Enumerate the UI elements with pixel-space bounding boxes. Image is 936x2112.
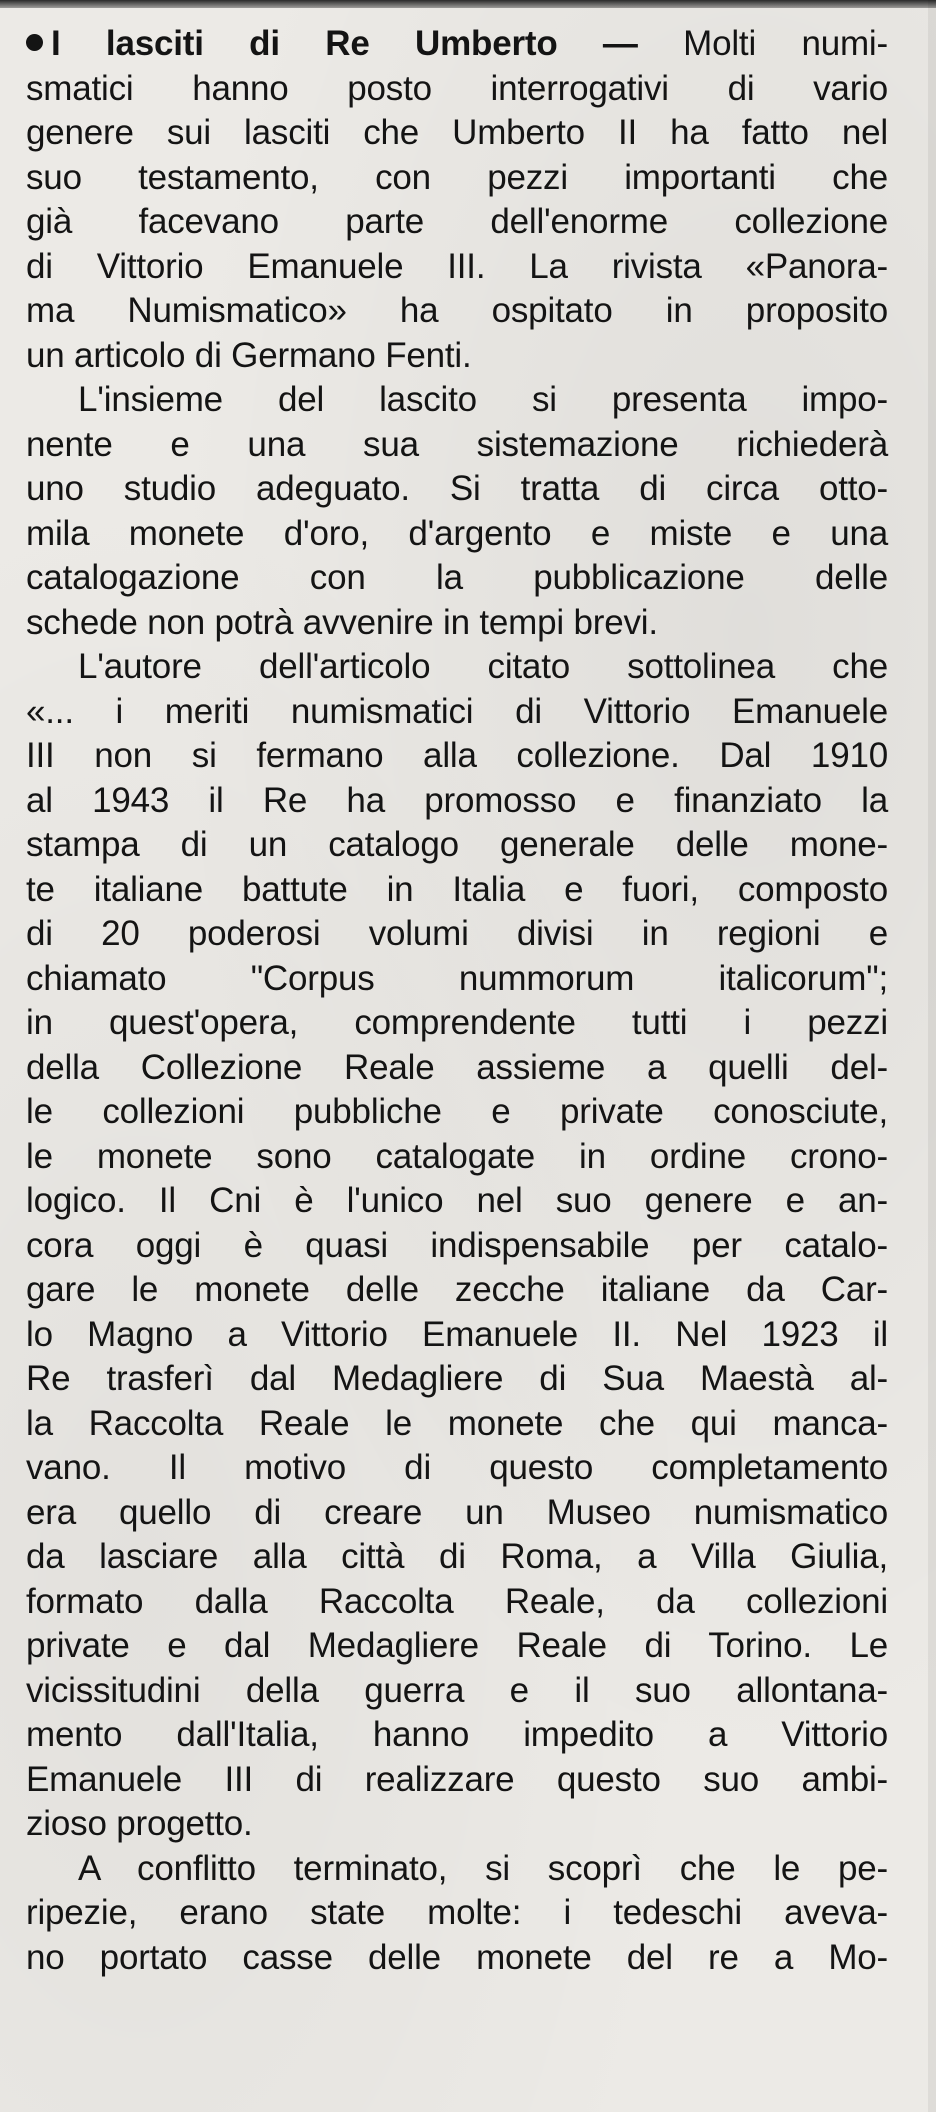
article-line: no portato casse delle monete del re a Mo-	[26, 1937, 888, 1977]
article-paragraph-1	[26, 22, 888, 378]
article-line: uno studio adeguato. Si tratta di circa otto-	[26, 469, 888, 508]
article-line: logico. Il Cni è l'unico nel suo genere e an-	[26, 1181, 888, 1220]
article-line	[26, 22, 888, 67]
bullet-icon	[26, 34, 43, 51]
article-line: un articolo di Germano Fenti.	[26, 335, 472, 375]
article-line: le collezioni pubbliche e private conosciute,	[26, 1092, 888, 1131]
article-line: Re trasferì dal Medagliere di Sua Maestà al-	[26, 1359, 888, 1398]
article-line: chiamato "Corpus nummorum italicorum";	[26, 958, 888, 998]
article-paragraph-4	[26, 1847, 888, 1981]
article-line: genere sui lasciti che Umberto II ha fatto nel	[26, 113, 888, 152]
article-line: le monete sono catalogate in ordine crono-	[26, 1136, 888, 1176]
article-line: suo testamento, con pezzi importanti che	[26, 157, 888, 197]
article-line: in quest'opera, comprendente tutti i pezzi	[26, 1003, 888, 1042]
article-line: A conflitto terminato, si scoprì che le pe-	[78, 1848, 888, 1888]
article-line: di Vittorio Emanuele III. La rivista «Panora-	[26, 246, 888, 286]
article-line: Emanuele III di realizzare questo suo ambi-	[26, 1759, 888, 1799]
article-line: stampa di un catalogo generale delle mone-	[26, 825, 888, 864]
article-line: della Collezione Reale assieme a quelli del-	[26, 1047, 888, 1087]
article-line: nente e una sua sistemazione richiederà	[26, 424, 888, 464]
article-line: te italiane battute in Italia e fuori, composto	[26, 869, 888, 909]
article-line-text: Molti numi-	[683, 24, 888, 63]
article-line: era quello di creare un Museo numismatico	[26, 1492, 888, 1532]
article-line: smatici hanno posto interrogativi di vario	[26, 68, 888, 108]
article-paragraph-3	[26, 645, 888, 1847]
article-line: gare le monete delle zecche italiane da Car-	[26, 1270, 888, 1309]
top-rule	[0, 0, 936, 8]
article-line: cora oggi è quasi indispensabile per catalo-	[26, 1225, 888, 1265]
article-paragraph-2	[26, 378, 888, 645]
article-line: mila monete d'oro, d'argento e miste e una	[26, 513, 888, 553]
article-line: ripezie, erano state molte: i tedeschi aveva-	[26, 1893, 888, 1932]
heading-dash: —	[602, 24, 638, 63]
article-line: mento dall'Italia, hanno impedito a Vittorio	[26, 1715, 888, 1754]
paper-edge	[928, 0, 936, 2112]
article-line: la Raccolta Reale le monete che qui manca-	[26, 1403, 888, 1443]
article-line: formato dalla Raccolta Reale, da collezioni	[26, 1581, 888, 1621]
article-line: da lasciare alla città di Roma, a Villa Giulia,	[26, 1537, 888, 1576]
article-line: già facevano parte dell'enorme collezione	[26, 202, 888, 241]
article-line: ma Numismatico» ha ospitato in proposito	[26, 291, 888, 330]
article-line: vicissitudini della guerra e il suo allontana-	[26, 1670, 888, 1710]
article-line: III non si fermano alla collezione. Dal 1910	[26, 736, 888, 775]
article-line: L'autore dell'articolo citato sottolinea che	[78, 647, 888, 686]
article-line: «... i meriti numismatici di Vittorio Emanuele	[26, 691, 888, 731]
article-line: schede non potrà avvenire in tempi brevi.	[26, 602, 658, 642]
article-line: L'insieme del lascito si presenta impo-	[78, 380, 888, 419]
article-heading: I lasciti di Re Umberto	[51, 24, 558, 63]
article-body	[26, 22, 888, 1980]
article-line: catalogazione con la pubblicazione delle	[26, 558, 888, 597]
article-line: al 1943 il Re ha promosso e finanziato la	[26, 780, 888, 820]
article-line: lo Magno a Vittorio Emanuele II. Nel 1923 il	[26, 1314, 888, 1354]
article-line: vano. Il motivo di questo completamento	[26, 1448, 888, 1487]
article-line: di 20 poderosi volumi divisi in regioni e	[26, 914, 888, 953]
article-line: zioso progetto.	[26, 1804, 253, 1843]
article-line: private e dal Medagliere Reale di Torino. Le	[26, 1626, 888, 1665]
